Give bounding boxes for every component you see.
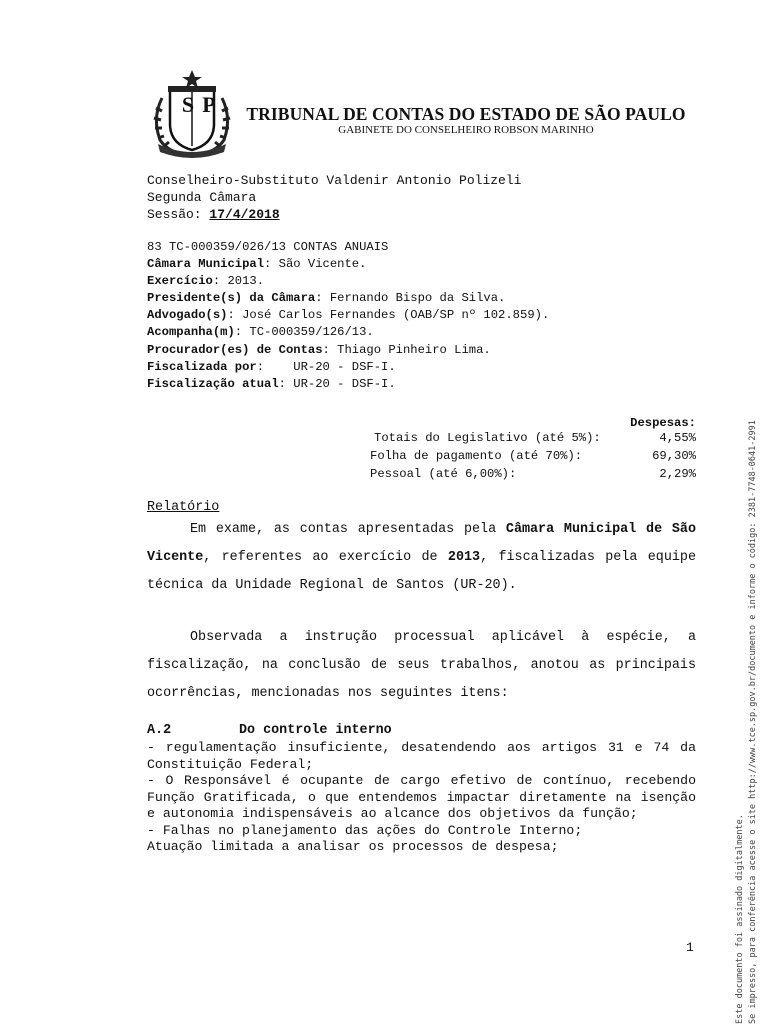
- field-exercicio: [147, 274, 264, 288]
- field-presidente: [147, 291, 505, 305]
- field-value: : Thiago Pinheiro Lima.: [322, 343, 491, 357]
- expense-label: Totais do Legislativo (até 5%):: [374, 431, 601, 445]
- field-value: : José Carlos Fernandes (OAB/SP nº 102.859).: [227, 308, 550, 322]
- field-label: Fiscalização atual: [147, 377, 279, 391]
- digital-signature-stamp: [734, 304, 760, 1024]
- field-label: Advogado(s): [147, 308, 228, 322]
- crest-letter-s: S: [181, 92, 195, 117]
- field-label: Câmara Municipal: [147, 257, 265, 271]
- field-label: Exercício: [147, 274, 213, 288]
- expense-label: Pessoal (até 6,00%):: [370, 467, 517, 481]
- list-item: - regulamentação insuficiente, desatendendo aos artigos 31 e 74 da Constituição Federal;: [147, 740, 696, 772]
- section-title: Do controle interno: [239, 723, 392, 738]
- councillor-name: Conselheiro-Substituto Valdenir Antonio Polizeli: [147, 173, 522, 188]
- p1-entity: Câmara Municipal de São Vicente: [147, 522, 696, 565]
- expense-value: 2,29%: [659, 467, 696, 481]
- section-items: [147, 740, 696, 856]
- expenses-title: Despesas:: [630, 416, 696, 430]
- list-item: - O Responsável é ocupante de cargo efetivo de contínuo, recebendo Função Gratificada, o que entendemos impactar diretamente na isenção e autonomia indispensáveis ao alcance dos objetivos da função;: [147, 773, 696, 821]
- field-advogado: [147, 308, 549, 322]
- crest-letter-p: P: [202, 92, 216, 117]
- chamber-name: Segunda Câmara: [147, 190, 257, 205]
- field-value: : UR-20 - DSF-I.: [278, 377, 396, 391]
- session-date: 17/4/2018: [209, 207, 280, 222]
- report-heading: Relatório: [147, 500, 220, 515]
- page-number: 1: [686, 940, 694, 955]
- stamp-line-2: Se impresso, para conferência acesse o site http://www.tce.sp.gov.br/documento e informe o código: 2381-7748-0641-2991: [748, 420, 758, 1024]
- process-number: 83 TC-000359/026/13 CONTAS ANUAIS: [147, 240, 389, 254]
- field-value: : Fernando Bispo da Silva.: [315, 291, 506, 305]
- field-fiscalizacao: [147, 377, 396, 391]
- list-item: - Falhas no planejamento das ações do Controle Interno;: [147, 822, 583, 838]
- field-label: Presidente(s) da Câmara: [147, 291, 316, 305]
- field-label: Acompanha(m): [147, 325, 235, 339]
- field-label: Procurador(es) de Contas: [147, 343, 323, 357]
- expense-label: Folha de pagamento (até 70%):: [370, 449, 583, 463]
- field-camara: [147, 257, 366, 271]
- report-paragraph-2: Observada a instrução processual aplicável à espécie, a fiscalização, na conclusão de seus trabalhos, anotou as principais ocorrências, mencionadas nos seguintes itens:: [147, 630, 696, 701]
- expense-value: 4,55%: [659, 431, 696, 445]
- p1-text-c: , referentes ao exercício de: [203, 550, 448, 565]
- field-fiscalizada: [147, 360, 396, 374]
- field-value: : TC-000359/126/13.: [234, 325, 374, 339]
- p1-text-e: , fiscalizadas pela equipe técnica da Unidade Regional de Santos (UR-20).: [147, 550, 696, 593]
- field-procurador: [147, 343, 491, 357]
- session-line: [147, 207, 280, 222]
- field-value: : 2013.: [212, 274, 265, 288]
- field-value: : UR-20 - DSF-I.: [256, 360, 396, 374]
- field-label: Fiscalizada por: [147, 360, 257, 374]
- report-paragraph-1: [147, 516, 696, 600]
- section-heading: [147, 723, 392, 738]
- page-subtitle: GABINETE DO CONSELHEIRO ROBSON MARINHO: [338, 124, 594, 136]
- section-number: A.2: [147, 723, 172, 738]
- stamp-line-1: Este documento foi assinado digitalmente.: [735, 814, 745, 1024]
- session-label: Sessão:: [147, 207, 210, 222]
- expense-value: 69,30%: [652, 449, 696, 463]
- page-title: TRIBUNAL DE CONTAS DO ESTADO DE SÃO PAULO: [246, 104, 686, 124]
- p1-year: 2013: [447, 550, 481, 565]
- field-acompanha: [147, 325, 374, 339]
- field-value: : São Vicente.: [264, 257, 367, 271]
- p1-text-a: Em exame, as contas apresentadas pela: [190, 522, 506, 537]
- list-item: Atuação limitada a analisar os processos de despesa;: [147, 839, 559, 854]
